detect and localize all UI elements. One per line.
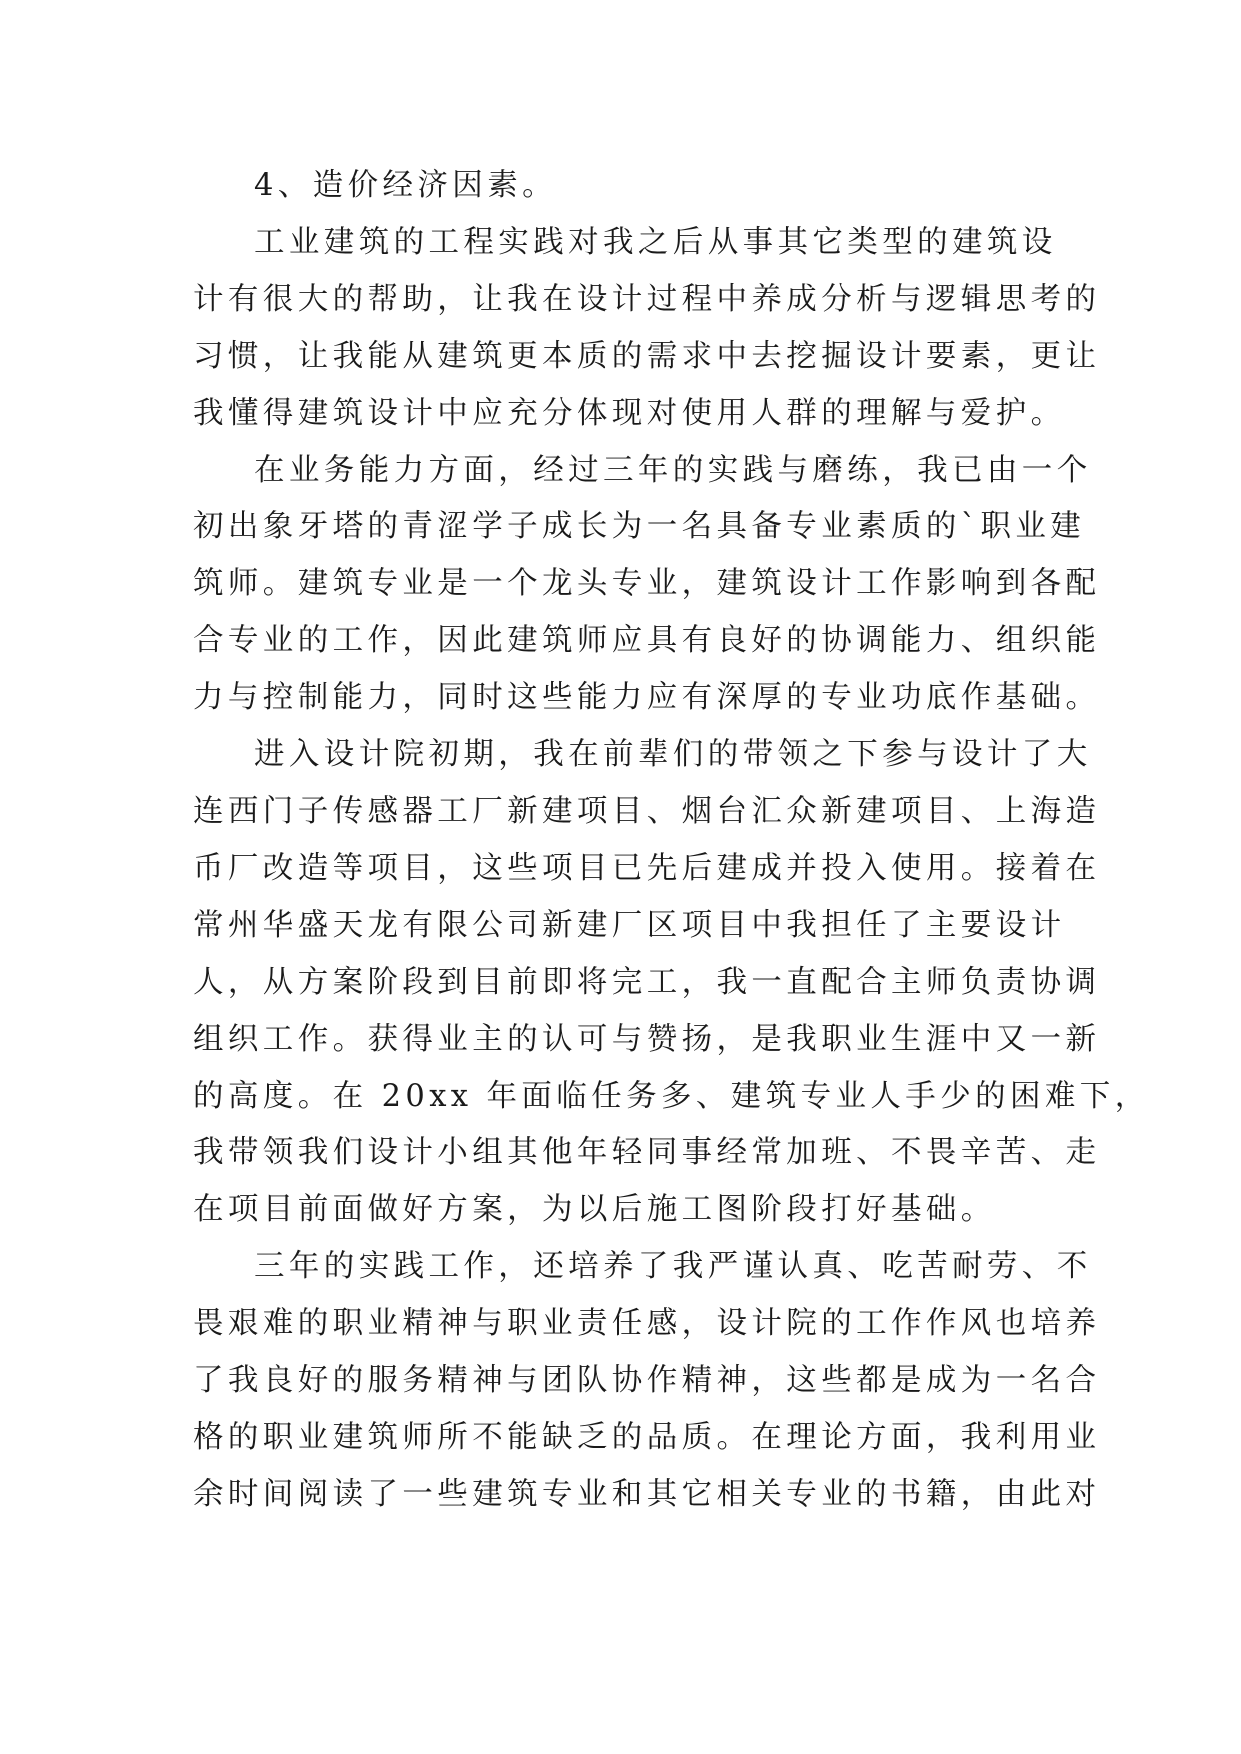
text-line: 工业建筑的工程实践对我之后从事其它类型的建筑设	[254, 224, 1057, 260]
text-line: 了我良好的服务精神与团队协作精神，这些都是成为一名合	[193, 1363, 1101, 1399]
text-line: 我带领我们设计小组其他年轻同事经常加班、不畏辛苦、走	[193, 1135, 1101, 1171]
text-line: 组织工作。获得业主的认可与赞扬，是我职业生涯中又一新	[193, 1021, 1101, 1057]
paragraph	[193, 443, 1101, 728]
paragraph	[193, 727, 1150, 1239]
text-line: 在业务能力方面，经过三年的实践与磨练，我已由一个	[254, 452, 1092, 488]
text-line: 的高度。在 20xx 年面临任务多、建筑专业人手少的困难下，	[193, 1078, 1150, 1114]
text-line: 我懂得建筑设计中应充分体现对使用人群的理解与爱护。	[193, 395, 1066, 431]
text-line: 畏艰难的职业精神与职业责任感，设计院的工作作风也培养	[193, 1306, 1101, 1342]
text-line: 三年的实践工作，还培养了我严谨认真、吃苦耐劳、不	[254, 1249, 1092, 1285]
paragraph	[193, 158, 1073, 215]
text-line: 币厂改造等项目，这些项目已先后建成并投入使用。接着在	[193, 850, 1101, 886]
text-line: 进入设计院初期，我在前辈们的带领之下参与设计了大	[254, 737, 1092, 773]
text-line: 人，从方案阶段到目前即将完工，我一直配合主师负责协调	[193, 964, 1101, 1000]
text-line: 习惯，让我能从建筑更本质的需求中去挖掘设计要素，更让	[193, 338, 1101, 374]
text-line: 在项目前面做好方案，为以后施工图阶段打好基础。	[193, 1192, 996, 1228]
paragraph	[193, 215, 1101, 443]
text-line: 4、造价经济因素。	[254, 168, 558, 203]
text-line: 力与控制能力，同时这些能力应有深厚的专业功底作基础。	[193, 680, 1101, 716]
text-line: 常州华盛天龙有限公司新建厂区项目中我担任了主要设计	[193, 907, 1066, 943]
text-line: 初出象牙塔的青涩学子成长为一名具备专业素质的`职业建	[193, 509, 1086, 545]
body-text	[193, 158, 1150, 1524]
paragraph	[193, 1239, 1101, 1524]
text-line: 合专业的工作，因此建筑师应具有良好的协调能力、组织能	[193, 623, 1101, 659]
text-line: 筑师。建筑专业是一个龙头专业，建筑设计工作影响到各配	[193, 566, 1101, 602]
text-line: 余时间阅读了一些建筑专业和其它相关专业的书籍，由此对	[193, 1476, 1101, 1512]
text-line: 连西门子传感器工厂新建项目、烟台汇众新建项目、上海造	[193, 793, 1101, 829]
text-line: 格的职业建筑师所不能缺乏的品质。在理论方面，我利用业	[193, 1419, 1101, 1455]
text-line: 计有很大的帮助，让我在设计过程中养成分析与逻辑思考的	[193, 281, 1101, 317]
